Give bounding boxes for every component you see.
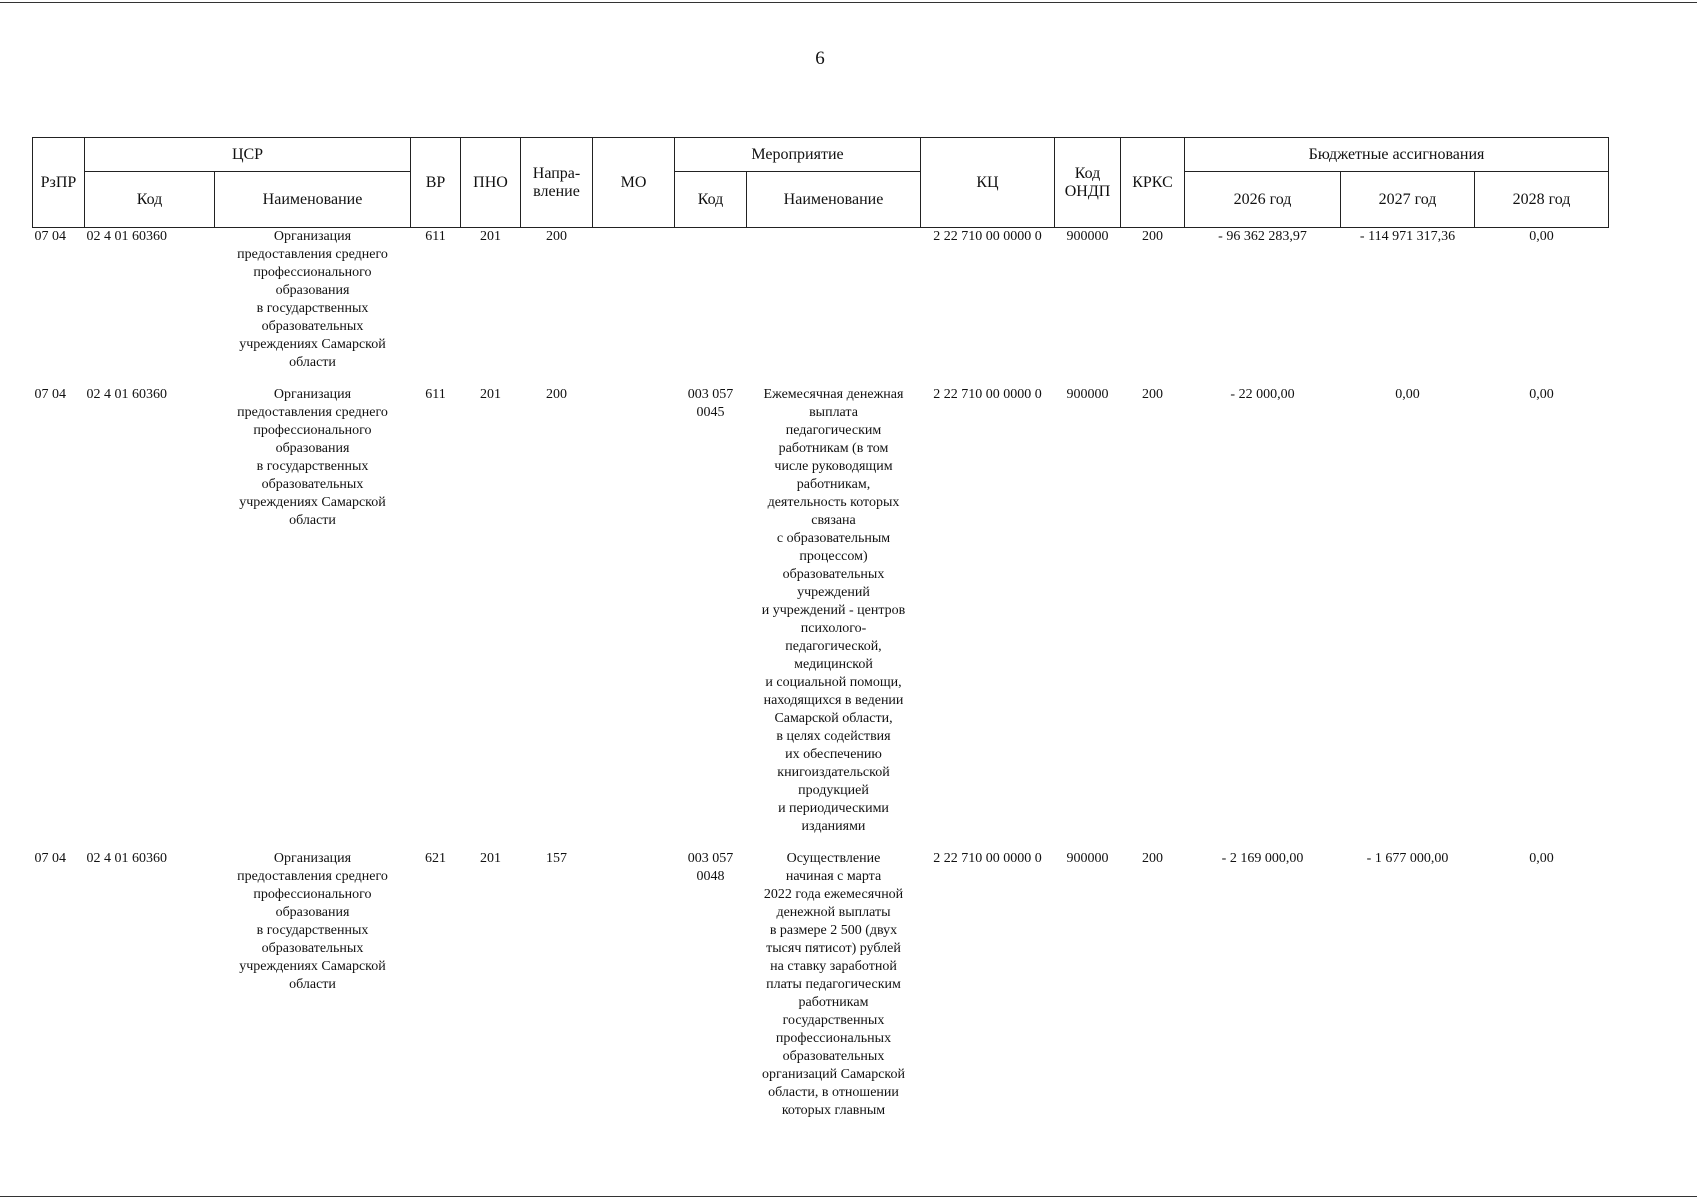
cell-krks: 200 — [1142, 386, 1163, 402]
cell-2028: 0,00 — [1529, 386, 1554, 402]
header-csr-name: Наименование — [215, 172, 411, 228]
cell-csr-name: Организация предоставления среднего профессионального образования в государственных образовательных учреждениях Самарской области — [237, 229, 388, 370]
table-body — [33, 228, 1609, 1140]
header-2027: 2027 год — [1341, 172, 1475, 228]
cell-krks: 200 — [1142, 229, 1163, 244]
header-ondp — [1055, 138, 1121, 228]
header-event-group: Мероприятие — [675, 138, 921, 172]
cell-2028: 0,00 — [1529, 850, 1554, 866]
cell-rzpr: 07 04 — [34, 386, 66, 402]
cell-event-name: Ежемесячная денежная выплата педагогическим работникам (в том числе руководящим работникам, деятельность которых связана с образовательным процессом) образовательных учреждений и учреждений - центров психолого- педагогической, медицинской и социальной помощи, находящихся в ведении Самарской области, в целях содействия их обеспечению книгоиздательской продукцией и периодическими изданиями — [761, 386, 906, 834]
cell-vr: 621 — [425, 850, 446, 866]
header-csr-group: ЦСР — [85, 138, 411, 172]
cell-kc: 2 22 710 00 0000 0 — [933, 229, 1042, 244]
cell-csr-code: 02 4 01 60360 — [86, 386, 167, 402]
header-kc: КЦ — [921, 138, 1055, 228]
cell-event-name: Осуществление начиная с марта 2022 года ежемесячной денежной выплаты в размере 2 500 (двух тысяч пятисот) рублей на ставку заработной платы педагогическим работникам государственных профессиональных образовательных организаций Самарской области, в отношении которых главным — [762, 850, 905, 1118]
cell-kc: 2 22 710 00 0000 0 — [933, 386, 1042, 402]
cell-pno: 201 — [480, 229, 501, 244]
table-row — [33, 386, 1609, 850]
top-rule — [0, 2, 1697, 3]
cell-csr-name: Организация предоставления среднего профессионального образования в государственных образовательных учреждениях Самарской области — [237, 386, 388, 528]
header-ondp-text: Код ОНДП — [1064, 164, 1111, 200]
cell-pno: 201 — [480, 386, 501, 402]
cell-direction: 200 — [546, 386, 567, 402]
table-row — [33, 850, 1609, 1140]
cell-csr-name: Организация предоставления среднего профессионального образования в государственных образовательных учреждениях Самарской области — [237, 850, 388, 992]
header-vr: ВР — [411, 138, 461, 228]
cell-krks: 200 — [1142, 850, 1163, 866]
table-header — [33, 138, 1609, 228]
header-mo: МО — [593, 138, 675, 228]
page-number: 6 — [815, 48, 825, 69]
header-direction-text: Напра- вление — [532, 164, 581, 200]
cell-vr: 611 — [425, 386, 446, 402]
cell-direction: 200 — [546, 229, 567, 244]
cell-mo — [593, 228, 675, 386]
header-krks: КРКС — [1121, 138, 1185, 228]
cell-csr-code: 02 4 01 60360 — [86, 850, 167, 866]
cell-2028: 0,00 — [1529, 229, 1554, 244]
header-csr-code: Код — [85, 172, 215, 228]
header-2028: 2028 год — [1475, 172, 1609, 228]
cell-vr: 611 — [425, 229, 446, 244]
cell-ondp: 900000 — [1066, 386, 1109, 402]
cell-2027: - 114 971 317,36 — [1359, 229, 1456, 244]
cell-event-code: 003 057 0048 — [687, 850, 734, 884]
cell-ondp: 900000 — [1066, 229, 1109, 244]
header-direction — [521, 138, 593, 228]
header-rzpr: РзПР — [33, 138, 85, 228]
header-event-code: Код — [675, 172, 747, 228]
cell-event-code: 003 057 0045 — [687, 386, 734, 420]
cell-2026: - 2 169 000,00 — [1221, 850, 1304, 866]
cell-kc: 2 22 710 00 0000 0 — [933, 850, 1042, 866]
cell-ondp: 900000 — [1066, 850, 1109, 866]
cell-pno: 201 — [480, 850, 501, 866]
header-event-name: Наименование — [747, 172, 921, 228]
cell-direction: 157 — [546, 850, 567, 866]
table-row — [33, 228, 1609, 386]
cell-2026: - 96 362 283,97 — [1218, 229, 1307, 244]
budget-table — [32, 137, 1609, 1140]
cell-event-code — [675, 228, 747, 386]
cell-mo — [593, 850, 675, 1140]
cell-rzpr: 07 04 — [34, 850, 66, 866]
bottom-rule — [0, 1196, 1697, 1197]
cell-rzpr: 07 04 — [34, 229, 66, 244]
cell-2027: - 1 677 000,00 — [1366, 850, 1449, 866]
cell-2027: 0,00 — [1395, 386, 1420, 402]
cell-mo — [593, 386, 675, 850]
cell-event-name — [747, 228, 921, 386]
header-budget-group: Бюджетные ассигнования — [1185, 138, 1609, 172]
cell-csr-code: 02 4 01 60360 — [86, 229, 167, 244]
header-2026: 2026 год — [1185, 172, 1341, 228]
cell-2026: - 22 000,00 — [1230, 386, 1295, 402]
header-pno: ПНО — [461, 138, 521, 228]
